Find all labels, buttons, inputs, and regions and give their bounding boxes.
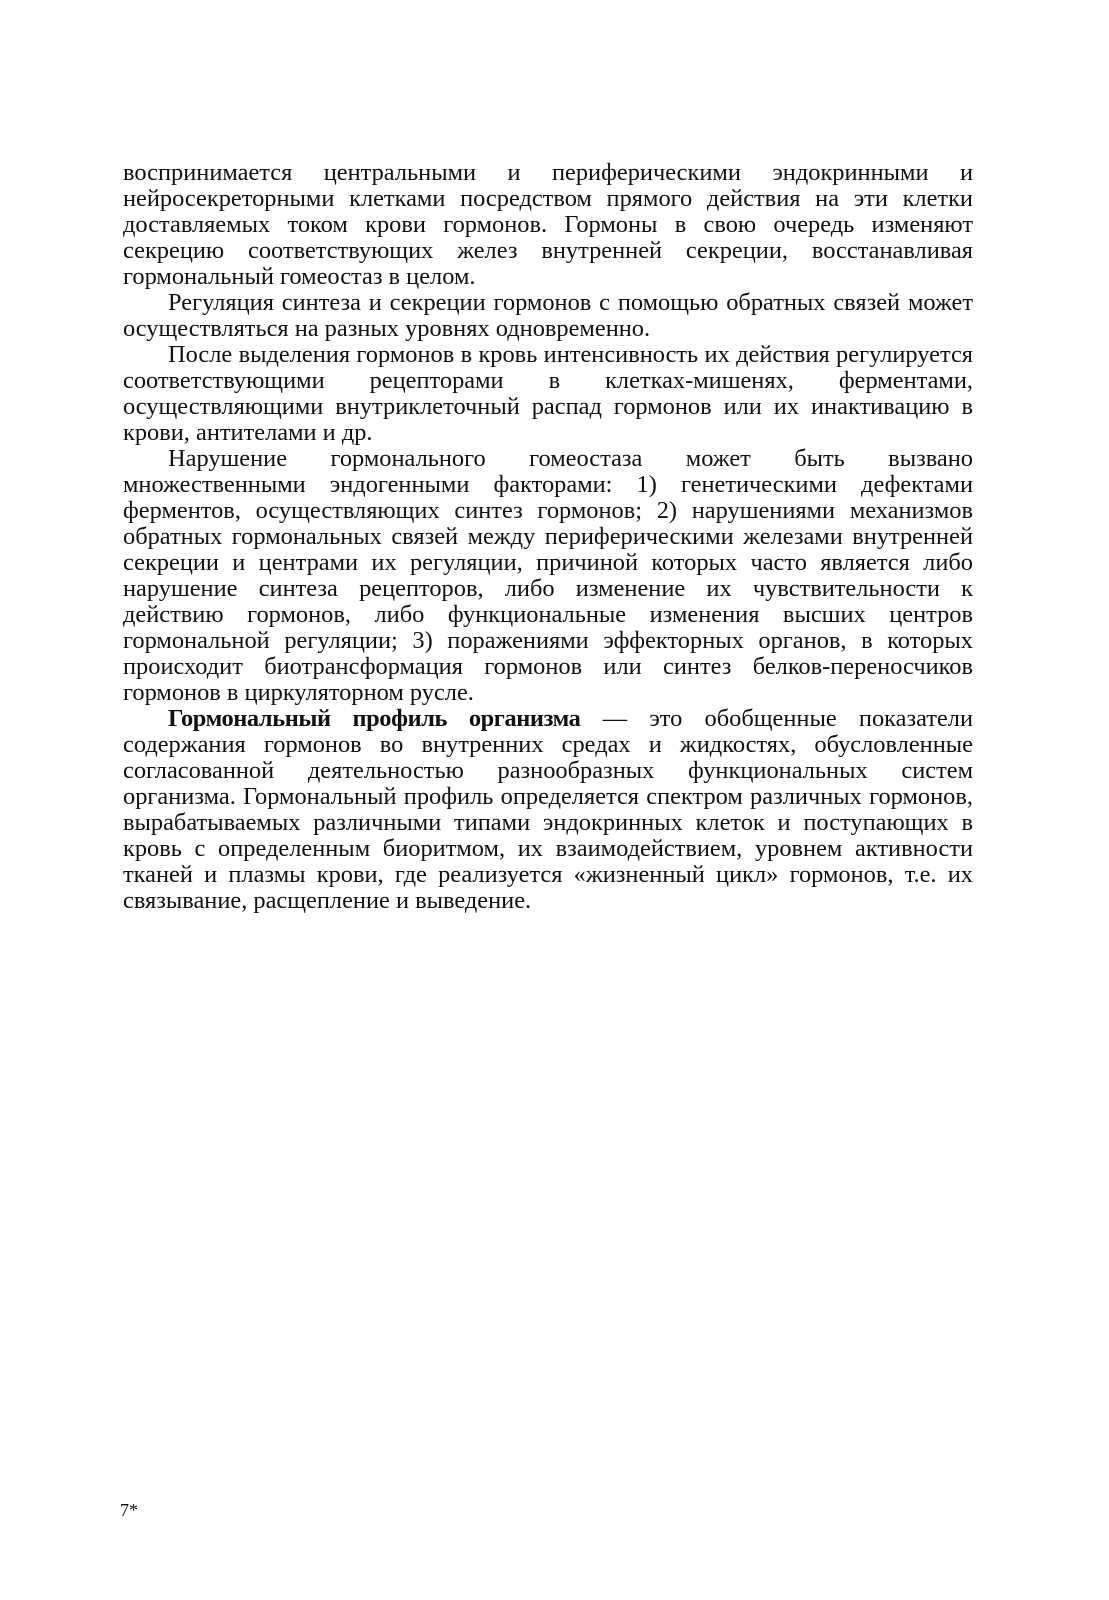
- paragraph-1: воспринимается центральными и периферическими эндокринными и нейросекреторными клетками посредством прямого действия на эти клетки доставляемых током крови гормонов. Гормоны в свою очередь изменяют секрецию соответствующих желез внутренней секреции, восстанавливая гормональный гомеостаз в целом.: [123, 159, 973, 290]
- paragraph-5: [123, 706, 973, 914]
- definition-text: — это обобщенные показатели содержания гормонов во внутренних средах и жидкостях, обусловленные согласованной деятельностью разнообразных функциональных систем организма. Гормональный профиль определяется спектром различных гормонов, вырабатываемых различными типами эндокринных клеток и поступающих в кровь с определенным биоритмом, их взаимодействием, уровнем активности тканей и плазмы крови, где реализуется «жизненный цикл» гормонов, т.е. их связывание, расщепление и выведение.: [123, 705, 974, 914]
- body-text: [123, 160, 973, 914]
- defined-term: Гормональный профиль организма: [168, 705, 581, 732]
- paragraph-3: После выделения гормонов в кровь интенсивность их действия регулируется соответствующими рецепторами в клетках-мишенях, ферментами, осуществляющими внутриклеточный распад гормонов или их инактивацию в крови, антителами и др.: [123, 341, 973, 446]
- paragraph-4: Нарушение гормонального гомеостаза может быть вызвано множественными эндогенными факторами: 1) генетическими дефектами ферментов, осуществляющих синтез гормонов; 2) нарушениями механизмов обратных гормональных связей между периферическими железами внутренней секреции и центрами их регуляции, причиной которых часто является либо нарушение синтеза рецепторов, либо изменение их чувствительности к действию гормонов, либо функциональные изменения высших центров гормональной регуляции; 3) поражениями эффекторных органов, в которых происходит биотрансформация гормонов или синтез белков-переносчиков гормонов в циркуляторном русле.: [123, 445, 973, 706]
- page-number: 7*: [120, 1500, 138, 1520]
- paragraph-2: Регуляция синтеза и секреции гормонов с помощью обратных связей может осуществляться на разных уровнях одновременно.: [123, 289, 973, 342]
